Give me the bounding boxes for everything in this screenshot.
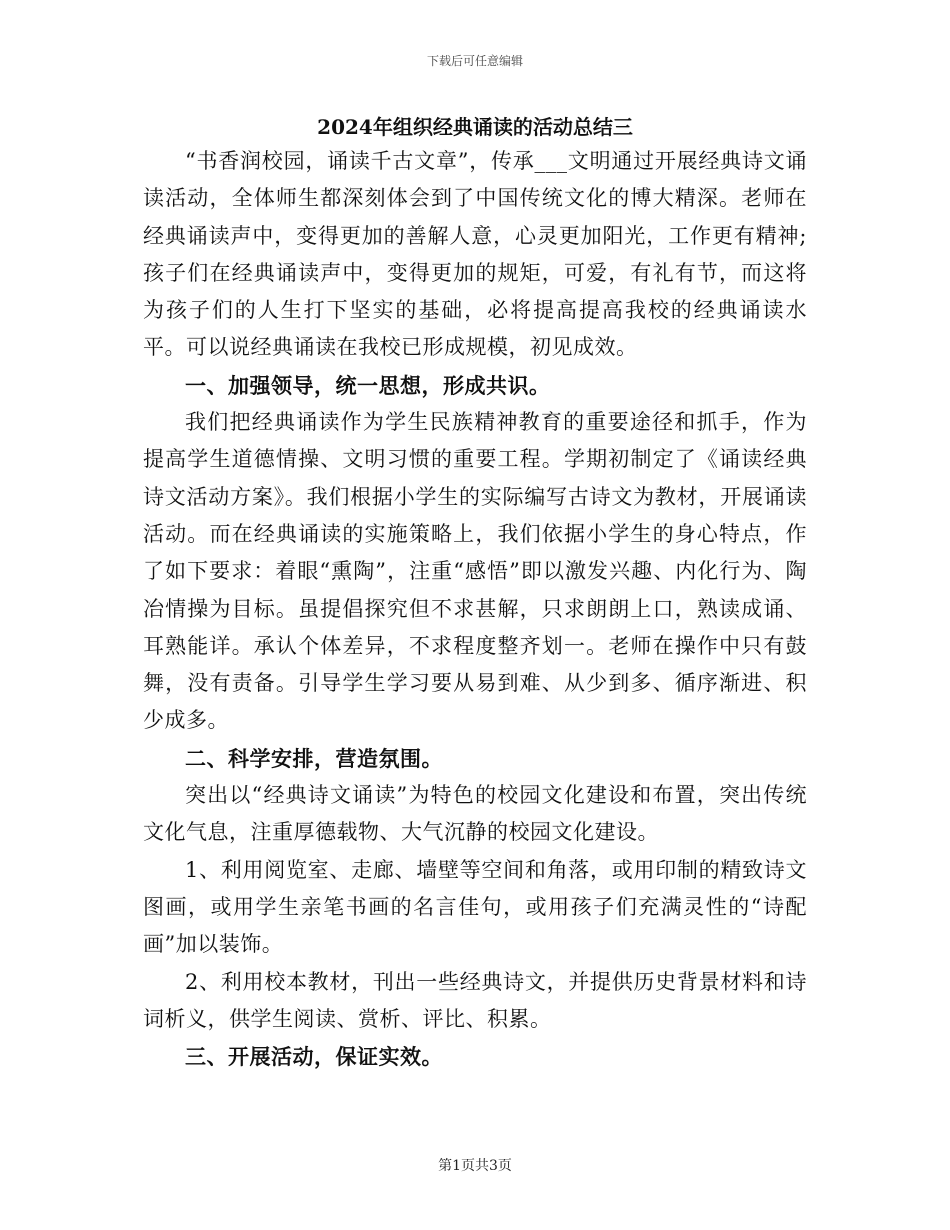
intro-paragraph: “书香润校园，诵读千古文章”，传承___文明通过开展经典诗文诵读活动，全体师生都深刻体会到了中国传统文化的博大精深。老师在经典诵读声中，变得更加的善解人意，心灵更加阳光，工作更有精神;孩子们在经典诵读声中，变得更加的规矩，可爱，有礼有节，而这将为孩子们的人生打下坚实的基础，必将提高提高我校的经典诵读水平。可以说经典诵读在我校已形成规模，初见成效。 <box>143 149 807 360</box>
document-title: 2024年组织经典诵读的活动总结三 <box>317 115 633 139</box>
document-body <box>143 143 807 1075</box>
section-2-paragraph: 突出以“经典诗文诵读”为特色的校园文化建设和布置，突出传统文化气息，注重厚德载物、大气沉静的校园文化建设。 <box>143 783 807 845</box>
section-2-item-2: 2、利用校本教材，刊出一些经典诗文，并提供历史背景材料和诗词析义，供学生阅读、赏析、评比、积累。 <box>143 969 807 1031</box>
section-heading-2: 二、科学安排，营造氛围。 <box>185 745 443 771</box>
section-2-item-1: 1、利用阅览室、走廊、墙壁等空间和角落，或用印制的精致诗文图画，或用学生亲笔书画的名言佳句，或用孩子们充满灵性的“诗配画”加以装饰。 <box>143 857 807 957</box>
section-heading-3: 三、开展活动，保证实效。 <box>185 1044 443 1070</box>
page-number: 第1页共3页 <box>438 1158 512 1174</box>
section-1-paragraph: 我们把经典诵读作为学生民族精神教育的重要途径和抓手，作为提高学生道德情操、文明习惯的重要工程。学期初制定了《诵读经典诗文活动方案》。我们根据小学生的实际编写古诗文为教材，开展诵读活动。而在经典诵读的实施策略上，我们依据小学生的身心特点，作了如下要求：着眼“熏陶”，注重“感悟”即以激发兴趣、内化行为、陶冶情操为目标。虽提倡探究但不求甚解，只求朗朗上口，熟读成诵、耳熟能详。承认个体差异，不求程度整齐划一。老师在操作中只有鼓舞，没有责备。引导学生学习要从易到难、从少到多、循序渐进、积少成多。 <box>143 410 807 733</box>
section-heading-1: 一、加强领导，统一思想，形成共识。 <box>185 372 551 398</box>
header-note: 下载后可任意编辑 <box>426 54 523 68</box>
